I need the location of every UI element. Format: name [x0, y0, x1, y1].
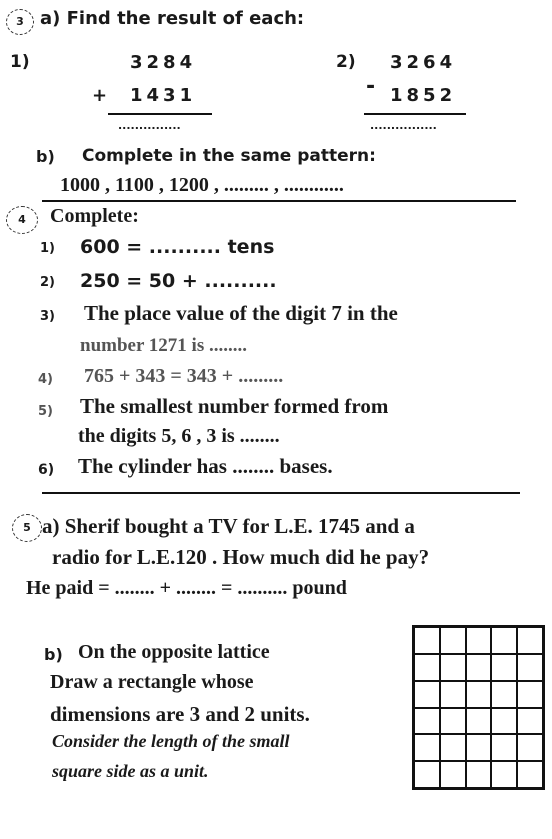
q4-heading: Complete:	[50, 205, 139, 227]
lattice-cell[interactable]	[414, 734, 440, 761]
q4-item-3-number: 3)	[40, 309, 55, 324]
lattice-cell[interactable]	[440, 681, 466, 708]
lattice-cell[interactable]	[414, 761, 440, 788]
lattice-cell[interactable]	[440, 734, 466, 761]
q4-item-5-text: The smallest number formed from	[80, 394, 389, 418]
lattice-cell[interactable]	[517, 681, 543, 708]
lattice-cell[interactable]	[440, 627, 466, 654]
q5-b-line-5: square side as a unit.	[52, 761, 209, 781]
q4-item-1-number: 1)	[40, 241, 55, 256]
lattice-cell[interactable]	[491, 708, 517, 735]
lattice-cell[interactable]	[466, 681, 492, 708]
q4-item-2-text: 250 = 50 + ..........	[80, 270, 277, 292]
problem-1-rule	[108, 113, 212, 115]
lattice-cell[interactable]	[414, 708, 440, 735]
lattice-cell[interactable]	[466, 654, 492, 681]
lattice-cell[interactable]	[517, 734, 543, 761]
question-4-badge	[6, 206, 38, 234]
problem-2-rule	[364, 113, 466, 115]
q4-item-4-text: 765 + 343 = 343 + .........	[84, 365, 284, 387]
q4-item-2-number: 2)	[40, 275, 55, 290]
section-divider-1	[42, 200, 516, 202]
lattice-cell[interactable]	[414, 627, 440, 654]
problem-2-label: 2)	[336, 52, 356, 72]
question-5-number: 5	[23, 521, 31, 534]
q5-b-line-2: Draw a rectangle whose	[50, 671, 254, 693]
q4-item-5-number: 5)	[38, 404, 53, 419]
lattice-cell[interactable]	[440, 761, 466, 788]
problem-1-top: 3284	[130, 52, 197, 73]
square-lattice[interactable]	[412, 625, 545, 790]
question-4-number: 4	[18, 213, 26, 226]
q3-b-heading: Complete in the same pattern:	[82, 146, 376, 166]
lattice-cell[interactable]	[414, 681, 440, 708]
q4-item-3-text: The place value of the digit 7 in the	[84, 301, 398, 325]
problem-1-label: 1)	[10, 52, 30, 72]
lattice-cell[interactable]	[517, 627, 543, 654]
q5-b-line-4: Consider the length of the small	[52, 731, 290, 751]
problem-2-answer: ................	[370, 119, 437, 132]
q4-item-3-text-line2: number 1271 is ........	[80, 335, 247, 356]
lattice-cell[interactable]	[517, 761, 543, 788]
q5-b-label: b)	[44, 645, 63, 664]
question-3-badge	[6, 9, 34, 35]
lattice-cell[interactable]	[440, 654, 466, 681]
lattice-cell[interactable]	[517, 654, 543, 681]
lattice-cell[interactable]	[466, 734, 492, 761]
lattice-cell[interactable]	[517, 708, 543, 735]
problem-1-operator: +	[92, 85, 108, 106]
lattice-cell[interactable]	[491, 654, 517, 681]
lattice-cell[interactable]	[414, 654, 440, 681]
question-5-badge	[12, 514, 42, 542]
q5-a-line-2: radio for L.E.120 . How much did he pay?	[52, 545, 430, 569]
q4-item-4-number: 4)	[38, 372, 53, 387]
problem-1-answer: ...............	[118, 119, 181, 132]
q5-b-line-3: dimensions are 3 and 2 units.	[50, 702, 310, 726]
section-divider-2	[42, 492, 520, 494]
lattice-cell[interactable]	[491, 761, 517, 788]
q4-item-6-text: The cylinder has ........ bases.	[78, 454, 333, 478]
question-3-number: 3	[16, 15, 24, 28]
q4-item-1-text: 600 = .......... tens	[80, 236, 275, 258]
lattice-cell[interactable]	[491, 627, 517, 654]
problem-2-top: 3264	[390, 52, 457, 73]
q4-item-5-text-line2: the digits 5, 6 , 3 is ........	[78, 425, 280, 447]
lattice-cell[interactable]	[466, 761, 492, 788]
q5-a-line-1: a) Sherif bought a TV for L.E. 1745 and a	[42, 514, 415, 538]
number-pattern: 1000 , 1100 , 1200 , ......... , ............	[60, 174, 344, 196]
problem-2-operator: -	[366, 74, 376, 99]
lattice-cell[interactable]	[491, 681, 517, 708]
q3-a-heading: a) Find the result of each:	[40, 8, 305, 29]
lattice-cell[interactable]	[466, 627, 492, 654]
q3-b-label: b)	[36, 147, 55, 166]
problem-2-bottom: 1852	[390, 85, 457, 106]
q5-paid-line: He paid = ........ + ........ = .......... pound	[26, 577, 347, 599]
lattice-cell[interactable]	[466, 708, 492, 735]
q4-item-6-number: 6)	[38, 462, 55, 478]
q5-b-line-1: On the opposite lattice	[78, 641, 270, 663]
lattice-cell[interactable]	[440, 708, 466, 735]
problem-1-bottom: 1431	[130, 85, 197, 106]
lattice-cell[interactable]	[491, 734, 517, 761]
